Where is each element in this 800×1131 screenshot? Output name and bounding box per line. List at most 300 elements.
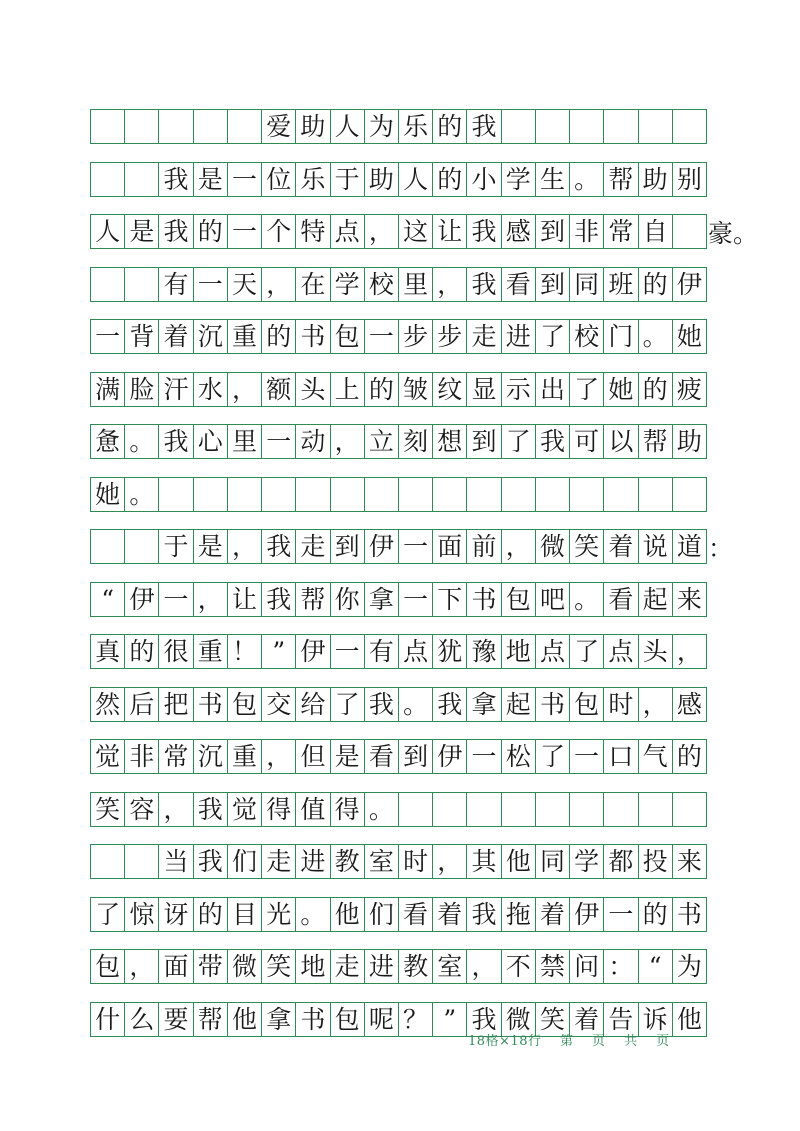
grid-cell: 们 [364,898,398,931]
grid-cell: 学 [501,163,535,196]
grid-cell: 来 [672,845,706,878]
grid-cell: 了 [535,320,569,353]
grid-cell: 我 [466,215,500,248]
grid-cell: 惫 [95,427,121,456]
grid-cell: ， [227,530,261,563]
grid-cell [432,478,466,511]
grid-cell [124,845,158,878]
grid-cell: 然 [95,689,121,719]
grid-cell [603,793,637,826]
grid-cell [672,215,706,248]
grid-cell: 让 [227,583,261,616]
grid-cell: 头 [638,635,672,668]
grid-cell: 不 [501,950,535,983]
grid-cell: 微 [501,1003,535,1036]
grid-cell [227,110,261,143]
grid-cell: 着 [535,898,569,931]
grid-cell: 进 [364,950,398,983]
grid-cell [261,478,295,511]
grid-cell: 伊 [295,635,329,668]
grid-cell: 伊 [364,530,398,563]
grid-cell: 的 [193,898,227,931]
grid-cell: 步 [398,320,432,353]
grid-cell [193,110,227,143]
grid-cell: ， [227,373,261,406]
grid-cell: 非 [569,215,603,248]
grid-cell [569,478,603,511]
grid-cell: 让 [432,215,466,248]
grid-cell: 的 [193,215,227,248]
grid-cell: 面 [158,950,192,983]
grid-row [90,739,707,774]
grid-cell: 一 [603,898,637,931]
grid-cell [398,793,432,826]
grid-cell [227,478,261,511]
grid-cell [466,793,500,826]
grid-cell: 包 [330,1003,364,1036]
grid-cell: “ [101,584,114,614]
grid-cell: 要 [158,1003,192,1036]
grid-cell: 呢 [364,1003,398,1036]
grid-cell [672,110,706,143]
grid-cell: 一 [364,320,398,353]
grid-cell: 微 [227,950,261,983]
grid-cell: 帮 [295,583,329,616]
grid-cell: 了 [501,425,535,458]
grid-cell: 气 [638,740,672,773]
grid-cell: 帮 [193,1003,227,1036]
grid-cell: 她 [672,320,706,353]
grid-cell: ： [603,950,637,983]
grid-cell: 是 [124,215,158,248]
grid-cell: 进 [295,845,329,878]
grid-cell [638,478,672,511]
grid-cell [91,530,124,563]
grid-cell: 豫 [466,635,500,668]
grid-cell: 口 [603,740,637,773]
grid-cell: 到 [330,530,364,563]
grid-cell [535,478,569,511]
grid-cell: 学 [330,268,364,301]
grid-cell: 的 [432,110,466,143]
grid-cell: 。 [398,688,432,721]
grid-cell: ， [261,740,295,773]
grid-cell: 教 [330,845,364,878]
grid-row [90,687,707,722]
grid-cell: 的 [124,635,158,668]
grid-cell: 脸 [124,373,158,406]
grid-cell [535,793,569,826]
grid-cell: 笑 [261,950,295,983]
grid-cell: 一 [466,740,500,773]
grid-cell [603,110,637,143]
grid-cell: 示 [501,373,535,406]
grid-cell: 在 [295,268,329,301]
grid-cell: 常 [158,740,192,773]
grid-cell: 看 [501,268,535,301]
grid-row [90,424,707,459]
grid-cell: 满 [95,374,121,404]
grid-cell: 了 [95,899,121,929]
grid-cell: 时 [398,845,432,878]
grid-cell: 他 [672,1003,706,1036]
grid-cell: 为 [364,110,398,143]
grid-cell: 我 [364,688,398,721]
grid-cell: 她 [95,479,121,509]
grid-cell: 一 [569,740,603,773]
grid-cell: 我 [193,793,227,826]
grid-cell: 点 [603,635,637,668]
grid-cell: 一 [158,583,192,616]
grid-cell: 我 [466,110,500,143]
grid-cell: 其 [466,845,500,878]
grid-cell: 我 [158,215,192,248]
grid-cell: 汗 [158,373,192,406]
grid-cell: 的 [638,373,672,406]
grid-cell: 交 [261,688,295,721]
grid-cell: 人 [330,110,364,143]
grid-cell: 的 [638,268,672,301]
grid-cell: 点 [398,635,432,668]
grid-cell: 容 [124,793,158,826]
grid-cell: 到 [466,425,500,458]
grid-cell: 起 [638,583,672,616]
grid-row [90,792,707,827]
grid-cell: 们 [227,845,261,878]
grid-cell [603,478,637,511]
grid-cell: 个 [261,215,295,248]
grid-cell: 。 [295,898,329,931]
grid-cell: 禁 [535,950,569,983]
grid-cell: 的 [638,898,672,931]
grid-cell: 步 [432,320,466,353]
grid-cell [638,793,672,826]
grid-cell: 告 [603,1003,637,1036]
grid-cell: 光 [261,898,295,931]
grid-cell: ， [124,950,158,983]
grid-cell: 包 [330,320,364,353]
grid-cell: 地 [501,635,535,668]
grid-cell: 都 [603,845,637,878]
grid-cell: 当 [158,845,192,878]
grid-cell: 额 [261,373,295,406]
grid-cell: ， [432,268,466,301]
grid-cell: 想 [432,425,466,458]
grid-cell [91,845,124,878]
grid-cell: 目 [227,898,261,931]
grid-cell: 帮 [638,425,672,458]
grid-cell: 点 [330,215,364,248]
grid-cell: 纹 [432,373,466,406]
grid-cell: 地 [295,950,329,983]
grid-cell: 动 [295,425,329,458]
grid-cell: 心 [193,425,227,458]
grid-cell: 皱 [398,373,432,406]
grid-cell: 了 [535,740,569,773]
grid-cell: ， [672,635,706,668]
grid-cell: 了 [330,688,364,721]
grid-cell [398,478,432,511]
grid-row [90,529,707,564]
grid-cell: 拿 [364,583,398,616]
grid-cell [295,478,329,511]
grid-cell: 包 [95,952,121,981]
grid-cell [501,478,535,511]
grid-cell: 前 [466,530,500,563]
grid-cell: 显 [466,373,500,406]
grid-row [90,162,707,197]
grid-cell [466,478,500,511]
grid-cell [364,478,398,511]
grid-cell: 把 [158,688,192,721]
grid-cell: 的 [432,163,466,196]
grid-cell: ” [261,635,295,668]
grid-cell: 来 [672,583,706,616]
grid-cell: 立 [364,425,398,458]
grid-cell: ， [261,268,295,301]
grid-row [90,109,707,144]
grid-cell: 到 [535,268,569,301]
grid-cell: 笑 [535,1003,569,1036]
grid-cell: 乐 [295,163,329,196]
grid-cell: 一 [227,163,261,196]
grid-cell: 同 [569,268,603,301]
grid-cell: 一 [330,635,364,668]
grid-cell: 沉 [193,320,227,353]
grid-cell: 疲 [672,373,706,406]
grid-cell: 很 [158,635,192,668]
grid-cell: 值 [295,793,329,826]
grid-cell: 同 [535,845,569,878]
grid-cell: 进 [501,320,535,353]
grid-cell: 重 [193,635,227,668]
grid-cell [91,110,124,143]
grid-cell: 助 [295,110,329,143]
grid-cell: 带 [193,950,227,983]
grid-cell: ！ [227,635,261,668]
grid-cell [91,268,124,301]
grid-cell: ？ [398,1003,432,1036]
grid-cell: 。 [124,478,158,511]
grid-cell: 一 [398,530,432,563]
grid-cell: 时 [603,688,637,721]
grid-cell: 点 [535,635,569,668]
grid-cell: 伊 [569,898,603,931]
grid-cell: 说 [638,530,672,563]
grid-cell: 了 [569,373,603,406]
grid-cell: 么 [124,1003,158,1036]
grid-cell: 重 [227,320,261,353]
grid-cell: ， [638,688,672,721]
grid-cell: 拿 [261,1003,295,1036]
grid-cell: ， [466,950,500,983]
grid-cell: 学 [569,845,603,878]
grid-cell: ， [330,425,364,458]
grid-cell: 常 [603,215,637,248]
grid-cell: 诉 [638,1003,672,1036]
grid-cell: 看 [364,740,398,773]
grid-cell: 校 [569,320,603,353]
grid-cell: 为 [672,950,706,983]
grid-cell: 背 [124,320,158,353]
grid-cell: 我 [466,1003,500,1036]
grid-cell: 。 [569,163,603,196]
grid-cell: 觉 [95,742,121,771]
grid-cell: 自 [638,215,672,248]
grid-row [90,477,707,512]
grid-cell: 一 [398,583,432,616]
grid-cell [432,793,466,826]
grid-cell: 包 [227,688,261,721]
grid-cell: 我 [466,268,500,301]
grid-row [90,582,707,617]
grid-cell: ， [364,215,398,248]
grid-cell: 可 [569,425,603,458]
grid-cell: 包 [569,688,603,721]
grid-cell: 。 [569,583,603,616]
grid-cell: 走 [466,320,500,353]
grid-cell: 室 [364,845,398,878]
grid-cell [124,268,158,301]
grid-cell: 我 [466,898,500,931]
grid-cell: 上 [330,373,364,406]
grid-cell: 走 [330,950,364,983]
grid-cell [124,530,158,563]
grid-cell: 以 [603,425,637,458]
grid-cell: 惊 [124,898,158,931]
grid-cell [158,110,192,143]
grid-cell: 生 [535,163,569,196]
grid-cell: 着 [158,320,192,353]
grid-cell: 书 [466,583,500,616]
grid-cell [535,110,569,143]
grid-cell: 是 [193,530,227,563]
grid-cell [501,110,535,143]
grid-cell: 这 [398,215,432,248]
grid-cell: 室 [432,950,466,983]
grid-row [90,372,707,407]
grid-cell: 里 [398,268,432,301]
page-footer: 18格×18行 第 页 共 页 [468,1034,670,1049]
grid-cell: 真 [95,637,121,666]
grid-cell: 讶 [158,898,192,931]
grid-cell: 走 [261,845,295,878]
grid-cell: 拖 [501,898,535,931]
grid-cell: 出 [535,373,569,406]
grid-cell: ， [193,583,227,616]
grid-cell [569,793,603,826]
grid-cell: 我 [158,425,192,458]
grid-cell: 他 [501,845,535,878]
grid-cell: 我 [432,688,466,721]
grid-cell: 看 [398,898,432,931]
grid-cell: 看 [603,583,637,616]
grid-cell: 给 [295,688,329,721]
grid-cell: 微 [535,530,569,563]
grid-cell: 水 [193,373,227,406]
grid-cell: 包 [501,583,535,616]
grid-cell: 的 [672,740,706,773]
grid-cell: 书 [193,688,227,721]
grid-cell: 着 [603,530,637,563]
grid-cell: 里 [227,425,261,458]
grid-cell: 助 [638,163,672,196]
grid-cell: 走 [295,530,329,563]
grid-cell: ， [432,845,466,878]
grid-cell: ， [501,530,535,563]
grid-cell: 我 [261,530,295,563]
grid-cell: 书 [535,688,569,721]
grid-cell [158,478,192,511]
grid-cell: “ [638,950,672,983]
grid-cell: 班 [603,268,637,301]
grid-cell: 。 [638,320,672,353]
grid-cell: 了 [569,635,603,668]
grid-cell: 。 [364,793,398,826]
grid-cell: 我 [261,583,295,616]
grid-cell [193,478,227,511]
grid-cell: 我 [193,845,227,878]
grid-row [90,844,707,879]
grid-cell: 问 [569,950,603,983]
grid-cell: 后 [124,688,158,721]
grid-cell: 的 [364,373,398,406]
grid-cell: 头 [295,373,329,406]
grid-cell [569,110,603,143]
grid-cell: 位 [261,163,295,196]
grid-cell: 于 [158,530,192,563]
grid-cell [501,793,535,826]
grid-cell: 重 [227,740,261,773]
grid-cell: 着 [569,1003,603,1036]
grid-cell: 小 [466,163,500,196]
grid-row [90,949,707,984]
grid-cell: 什 [95,1004,121,1034]
grid-cell: 感 [501,215,535,248]
grid-row [90,897,707,932]
grid-cell: 人 [398,163,432,196]
grid-cell: 别 [672,163,706,196]
grid-cell: 投 [638,845,672,878]
grid-cell: 一 [95,322,121,351]
grid-cell: 一 [227,215,261,248]
grid-cell: 着 [432,898,466,931]
grid-cell: 爱 [261,110,295,143]
grid-cell: 特 [295,215,329,248]
grid-cell: 伊 [432,740,466,773]
grid-cell: 伊 [672,268,706,301]
grid-cell: ” [432,1003,466,1036]
grid-cell: 门 [603,320,637,353]
grid-row [90,319,707,354]
grid-cell: 书 [295,320,329,353]
grid-cell: 觉 [227,793,261,826]
grid-cell: 面 [432,530,466,563]
grid-cell: 但 [295,740,329,773]
grid-cell: 的 [261,320,295,353]
grid-cell: 是 [193,163,227,196]
margin-overflow-text: 豪。 [708,218,759,248]
grid-cell: 到 [535,215,569,248]
grid-cell: 帮 [603,163,637,196]
grid-cell: 犹 [432,635,466,668]
grid-cell [124,163,158,196]
grid-cell: 笑 [569,530,603,563]
grid-cell: 伊 [124,583,158,616]
grid-cell: 非 [124,740,158,773]
grid-cell: 得 [261,793,295,826]
grid-cell: 于 [330,163,364,196]
